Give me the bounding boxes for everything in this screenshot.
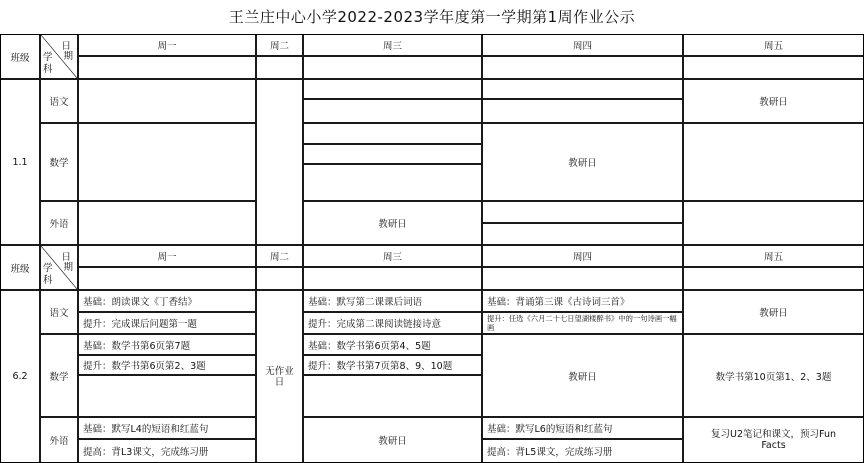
class-header: 班级 (0, 245, 40, 290)
cell (303, 79, 482, 99)
diag-date-1: 日 (61, 252, 71, 263)
cell (303, 164, 482, 201)
day-wed: 周三 (303, 34, 482, 56)
homework-table (0, 34, 864, 463)
diag-date-2: 期 (63, 51, 73, 62)
date-thu (482, 56, 683, 79)
cell (482, 201, 683, 223)
date-subject-header (40, 34, 78, 79)
diag-date-1: 日 (61, 41, 71, 52)
homework-item: 数学书第10页第1、2、3题 (683, 334, 864, 417)
subject-chinese: 语文 (40, 79, 78, 123)
date-wed (303, 267, 482, 290)
homework-item: 提高：背L5课文，完成练习册 (482, 439, 683, 463)
homework-item: 提升：数学书第6页第2、3题 (78, 355, 256, 375)
day-thu: 周四 (482, 245, 683, 267)
date-fri (683, 56, 864, 79)
day-fri: 周五 (683, 34, 864, 56)
cell (78, 201, 256, 245)
cell (256, 79, 303, 245)
diag-date-2: 期 (63, 262, 73, 273)
research-day: 教研日 (482, 123, 683, 201)
homework-item: 提高：背L3课文，完成练习册 (78, 439, 256, 463)
subject-chinese: 语文 (40, 290, 78, 334)
date-mon (78, 267, 256, 290)
homework-item: 提升：数学书第7页第8、9、10题 (303, 355, 482, 375)
homework-item: 提升：任选《六月二十七日望湖楼醉书》中的一句诗画一幅画 (482, 312, 683, 334)
day-tue: 周二 (256, 245, 303, 267)
cell (482, 223, 683, 245)
day-thu: 周四 (482, 34, 683, 56)
date-tue (256, 56, 303, 79)
diag-subject-1: 学 (43, 52, 53, 63)
cell (482, 99, 683, 123)
day-mon: 周一 (78, 34, 256, 56)
date-mon (78, 56, 256, 79)
page-title: 王兰庄中心小学2022-2023学年度第一学期第1周作业公示 (228, 8, 636, 26)
homework-item: 基础：背诵第三课《古诗词三首》 (482, 290, 683, 312)
date-fri (683, 267, 864, 290)
cell (78, 79, 256, 123)
cell (482, 79, 683, 99)
day-wed: 周三 (303, 245, 482, 267)
homework-item: 基础：默写L4的短语和红蓝句 (78, 417, 256, 439)
diag-subject-2: 科 (43, 64, 53, 75)
no-homework-day: 无作业日 (256, 290, 303, 463)
subject-english: 外语 (40, 201, 78, 245)
research-day: 教研日 (683, 290, 864, 334)
cell (78, 123, 256, 201)
cell (303, 99, 482, 123)
date-wed (303, 56, 482, 79)
subject-math: 数学 (40, 334, 78, 417)
subject-math: 数学 (40, 123, 78, 201)
homework-item: 基础：默写第二课课后词语 (303, 290, 482, 312)
day-fri: 周五 (683, 245, 864, 267)
cell (683, 123, 864, 201)
subject-english: 外语 (40, 417, 78, 463)
class-name: 1.1 (0, 79, 40, 245)
homework-item: 基础：数学书第6页第7题 (78, 334, 256, 355)
research-day: 教研日 (683, 79, 864, 123)
class-name: 6.2 (0, 290, 40, 463)
homework-item: 提升：完成课后问题第一题 (78, 312, 256, 334)
homework-item: 基础：默写L6的短语和红蓝句 (482, 417, 683, 439)
cell (303, 375, 482, 417)
cell (683, 201, 864, 245)
homework-item: 基础：数学书第6页第4、5题 (303, 334, 482, 355)
diag-subject-2: 科 (43, 275, 53, 286)
research-day: 教研日 (303, 417, 482, 463)
research-day: 教研日 (482, 334, 683, 417)
date-subject-header (40, 245, 78, 290)
homework-item: 基础：朗读课文《丁香结》 (78, 290, 256, 312)
day-mon: 周一 (78, 245, 256, 267)
cell (303, 144, 482, 164)
diag-subject-1: 学 (43, 263, 53, 274)
homework-item: 复习U2笔记和课文，预习Fun Facts (683, 417, 864, 463)
date-tue (256, 267, 303, 290)
cell (78, 375, 256, 417)
class-header: 班级 (0, 34, 40, 79)
date-thu (482, 267, 683, 290)
cell (303, 123, 482, 144)
homework-item: 提升：完成第二课阅读链接诗意 (303, 312, 482, 334)
day-tue: 周二 (256, 34, 303, 56)
research-day: 教研日 (303, 201, 482, 245)
